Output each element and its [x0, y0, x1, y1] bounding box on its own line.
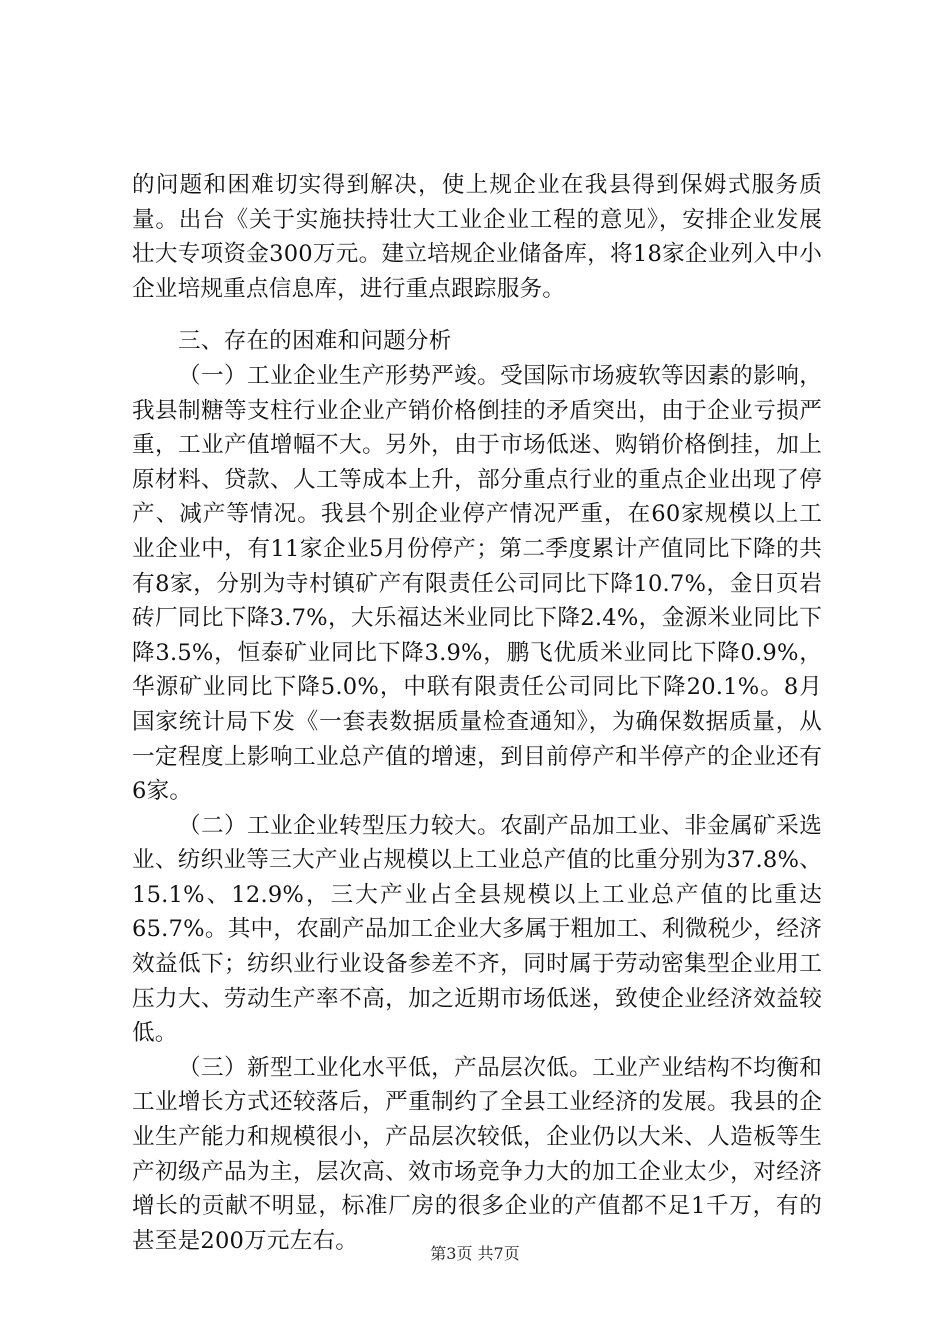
- page-footer: [0, 1244, 950, 1264]
- page-number: 第3页 共7页: [430, 1244, 520, 1263]
- document-body: [132, 168, 822, 1258]
- section-heading: 三、存在的困难和问题分析: [178, 328, 452, 355]
- paragraph-production-situation: （一）工业企业生产形势严竣。受国际市场疲软等因素的影响，我县制糖等支柱行业企业产销价格倒挂的矛盾突出，由于企业亏损严重，工业产值增幅不大。另外，由于市场低迷、购销价格倒挂，加上原材料、贷款、人工等成本上升，部分重点行业的重点企业出现了停产、减产等情况。我县个别企业停产情况严重，在60家规模以上工业企业中，有11家企业5月份停产；第二季度累计产值同比下降的共有8家，分别为寺村镇矿产有限责任公司同比下降10.7%，金日页岩砖厂同比下降3.7%，大乐福达米业同比下降2.4%，金源米业同比下降3.5%，恒泰矿业同比下降3.9%，鹏飞优质米业同比下降0.9%，华源矿业同比下降5.0%，中联有限责任公司同比下降20.1%。8月国家统计局下发《一套表数据质量检查通知》，为确保数据质量，从一定程度上影响工业总产值的增速，到目前停产和半停产的企业还有6家。: [132, 362, 822, 805]
- paragraph-continuation: 的问题和困难切实得到解决，使上规企业在我县得到保姆式服务质量。出台《关于实施扶持壮大工业企业工程的意见》，安排企业发展壮大专项资金300万元。建立培规企业储备库，将18家企业列入中小企业培规重点信息库，进行重点跟踪服务。: [132, 172, 822, 302]
- paragraph-industrialization-level: （三）新型工业化水平低，产品层次低。工业产业结构不均衡和工业增长方式还较落后，严重制约了全县工业经济的发展。我县的企业生产能力和规模很小，产品层次较低，企业仍以大米、人造板等生产初级产品为主，层次高、效市场竞争力大的加工企业太少，对经济增长的贡献不明显，标准厂房的很多企业的产值都不足1千万，有的甚至是200万元左右。: [132, 1054, 822, 1254]
- paragraph-transformation-pressure: （二）工业企业转型压力较大。农副产品加工业、非金属矿采选业、纺织业等三大产业占规模以上工业总产值的比重分别为37.8%、15.1%、12.9%，三大产业占全县规模以上工业总产值的比重达65.7%。其中，农副产品加工企业大多属于粗加工、利微税少，经济效益低下；纺织业行业设备参差不齐，同时属于劳动密集型企业用工压力大、劳动生产率不高，加之近期市场低迷，致使企业经济效益较低。: [132, 812, 822, 1047]
